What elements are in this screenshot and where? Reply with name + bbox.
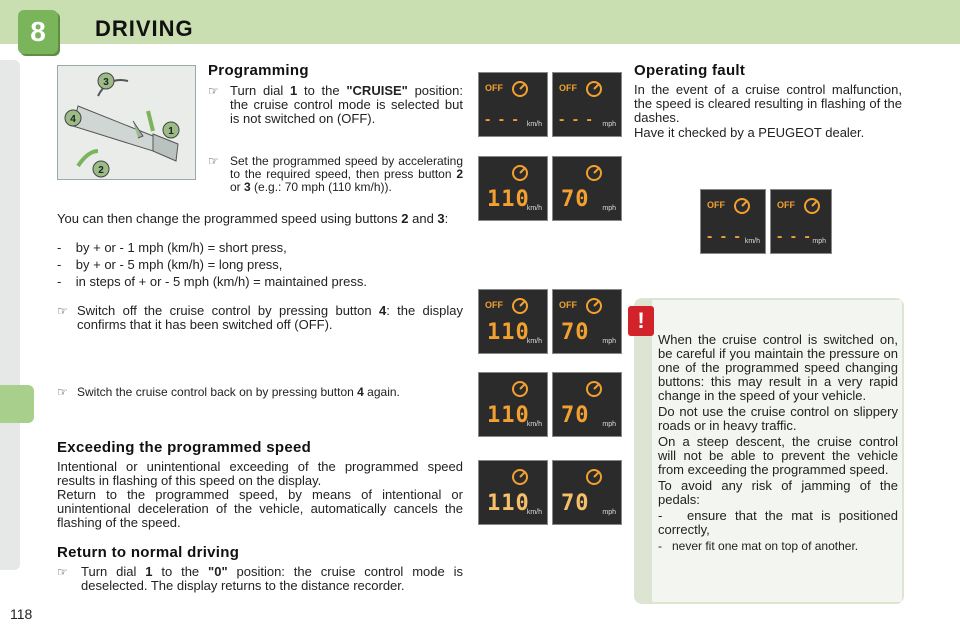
hand-pointer-icon: ☞ — [57, 304, 68, 318]
cruise-stalk-illustration — [57, 65, 196, 180]
display-pair-flashing — [478, 460, 622, 525]
return-bullet: ☞ Turn dial 1 to the "0" position: the cruise control mode is deselected. The display returns to the distance recorder. — [57, 564, 463, 593]
speedometer-icon — [511, 379, 529, 397]
display-mph — [552, 72, 622, 137]
hand-pointer-icon: ☞ — [57, 565, 68, 579]
off-tag: OFF — [559, 83, 577, 93]
operating-fault-title: Operating fault — [634, 62, 746, 79]
warning-dash-1: - ensure that the mat is positioned correctly, — [658, 508, 899, 537]
speed-readout: 110 — [487, 320, 530, 345]
off-tag: OFF — [485, 83, 503, 93]
unit-label: mph — [602, 205, 616, 212]
warning-p1: When the cruise control is switched on, be careful if you maintain the pressure on one of the programmed speed changing buttons: this may result in a very rapid change in the speed of your vehicle. — [658, 332, 898, 403]
speedometer-icon — [585, 379, 603, 397]
dash-item: - by + or - 5 mph (km/h) = long press, — [57, 257, 283, 272]
unit-label: km/h — [526, 421, 542, 428]
chapter-badge: 8 — [18, 10, 58, 54]
display-km — [478, 72, 548, 137]
display-km — [478, 372, 548, 437]
unit-label: km/h — [526, 338, 542, 345]
programming-bullet-4: ☞ Switch the cruise control back on by pressing button 4 again. — [57, 385, 400, 399]
warning-p3: On a steep descent, the cruise control will not be able to prevent the vehicle from exceeding the programmed speed. — [658, 434, 898, 477]
speedometer-icon — [733, 196, 751, 214]
dash-item: - by + or - 1 mph (km/h) = short press, — [57, 240, 287, 255]
speedometer-icon — [803, 196, 821, 214]
label-1: 1 — [168, 126, 174, 137]
display-pair-off-speed — [478, 289, 622, 354]
speedometer-icon — [585, 467, 603, 485]
unit-label: km/h — [526, 205, 542, 212]
speed-readout: 110 — [487, 403, 530, 428]
speed-readout-flashing: 110 — [487, 491, 530, 516]
display-mph — [770, 189, 832, 254]
warning-p4: To avoid any risk of jamming of the pedals: — [658, 478, 898, 507]
dash-item: - in steps of + or - 5 mph (km/h) = maintained press. — [57, 274, 367, 289]
unit-label: mph — [602, 121, 616, 128]
display-pair-fault — [700, 189, 832, 254]
display-pair-speed — [478, 156, 622, 221]
unit-label: mph — [602, 509, 616, 516]
unit-label: km/h — [526, 509, 542, 516]
speedometer-icon — [511, 163, 529, 181]
label-3: 3 — [103, 77, 109, 88]
sidebar-tab[interactable] — [0, 385, 34, 423]
change-speed-text: You can then change the programmed speed using buttons 2 and 3: — [57, 211, 449, 226]
off-tag: OFF — [707, 200, 725, 210]
speedometer-icon — [511, 296, 529, 314]
dashes: - - - — [485, 111, 520, 128]
warning-p2: Do not use the cruise control on slippery roads or in heavy traffic. — [658, 404, 898, 433]
speedometer-icon — [585, 296, 603, 314]
warning-text — [658, 333, 898, 555]
dashes: - - - — [559, 111, 594, 128]
off-tag: OFF — [485, 300, 503, 310]
off-tag: OFF — [777, 200, 795, 210]
speed-readout: 70 — [561, 320, 590, 345]
hand-pointer-icon: ☞ — [208, 84, 219, 98]
off-tag: OFF — [559, 300, 577, 310]
speed-readout: 110 — [487, 187, 530, 212]
programming-bullet-3: ☞ Switch off the cruise control by pressing button 4: the display confirms that it has been switched off (OFF). — [57, 303, 464, 332]
hand-pointer-icon: ☞ — [208, 154, 219, 168]
hand-pointer-icon: ☞ — [57, 385, 68, 399]
exceeding-p1: Intentional or unintentional exceeding of the programmed speed results in flashing of this speed on the display. — [57, 459, 463, 488]
page-title: DRIVING — [95, 16, 194, 41]
speedometer-icon — [585, 163, 603, 181]
programming-bullet-1: ☞ Turn dial 1 to the "CRUISE" position: the cruise control mode is selected but is not switched on (OFF). — [208, 83, 463, 126]
return-title: Return to normal driving — [57, 544, 240, 561]
display-mph — [552, 460, 622, 525]
operating-fault-p2: Have it checked by a PEUGEOT dealer. — [634, 125, 865, 140]
sidebar-strip — [0, 60, 20, 570]
display-km — [478, 289, 548, 354]
speed-readout: 70 — [561, 403, 590, 428]
speedometer-icon — [585, 79, 603, 97]
stalk-icon — [58, 66, 195, 179]
speedometer-icon — [511, 79, 529, 97]
warning-icon: ! — [628, 306, 654, 336]
unit-label: mph — [602, 338, 616, 345]
display-km — [478, 460, 548, 525]
exceeding-p2: Return to the programmed speed, by means of intentional or unintentional deceleration of the vehicle, automatically cancels the flashing of the speed. — [57, 487, 463, 530]
unit-label: mph — [812, 238, 826, 245]
dashes: - - - — [707, 228, 742, 245]
display-mph — [552, 289, 622, 354]
page-number: 118 — [10, 606, 33, 622]
operating-fault-p1: In the event of a cruise control malfunction, the speed is cleared resulting in flashing of the dashes. — [634, 82, 902, 125]
display-pair-speed-2 — [478, 372, 622, 437]
label-4: 4 — [70, 114, 76, 125]
unit-label: km/h — [744, 238, 760, 245]
unit-label: km/h — [526, 121, 542, 128]
dashes: - - - — [777, 228, 812, 245]
label-2: 2 — [98, 165, 104, 176]
speed-readout: 70 — [561, 187, 590, 212]
unit-label: mph — [602, 421, 616, 428]
display-km — [478, 156, 548, 221]
programming-title: Programming — [208, 62, 309, 79]
display-km — [700, 189, 766, 254]
display-pair-off — [478, 72, 622, 137]
warning-dash-2: - never fit one mat on top of another. — [658, 539, 859, 553]
programming-bullet-2: ☞ Set the programmed speed by accelerating to the required speed, then press button 2 or 3 (e.g.: 70 mph (110 km/h)). — [208, 154, 463, 194]
display-mph — [552, 372, 622, 437]
speedometer-icon — [511, 467, 529, 485]
speed-readout-flashing: 70 — [561, 491, 590, 516]
exceeding-title: Exceeding the programmed speed — [57, 439, 312, 456]
display-mph — [552, 156, 622, 221]
